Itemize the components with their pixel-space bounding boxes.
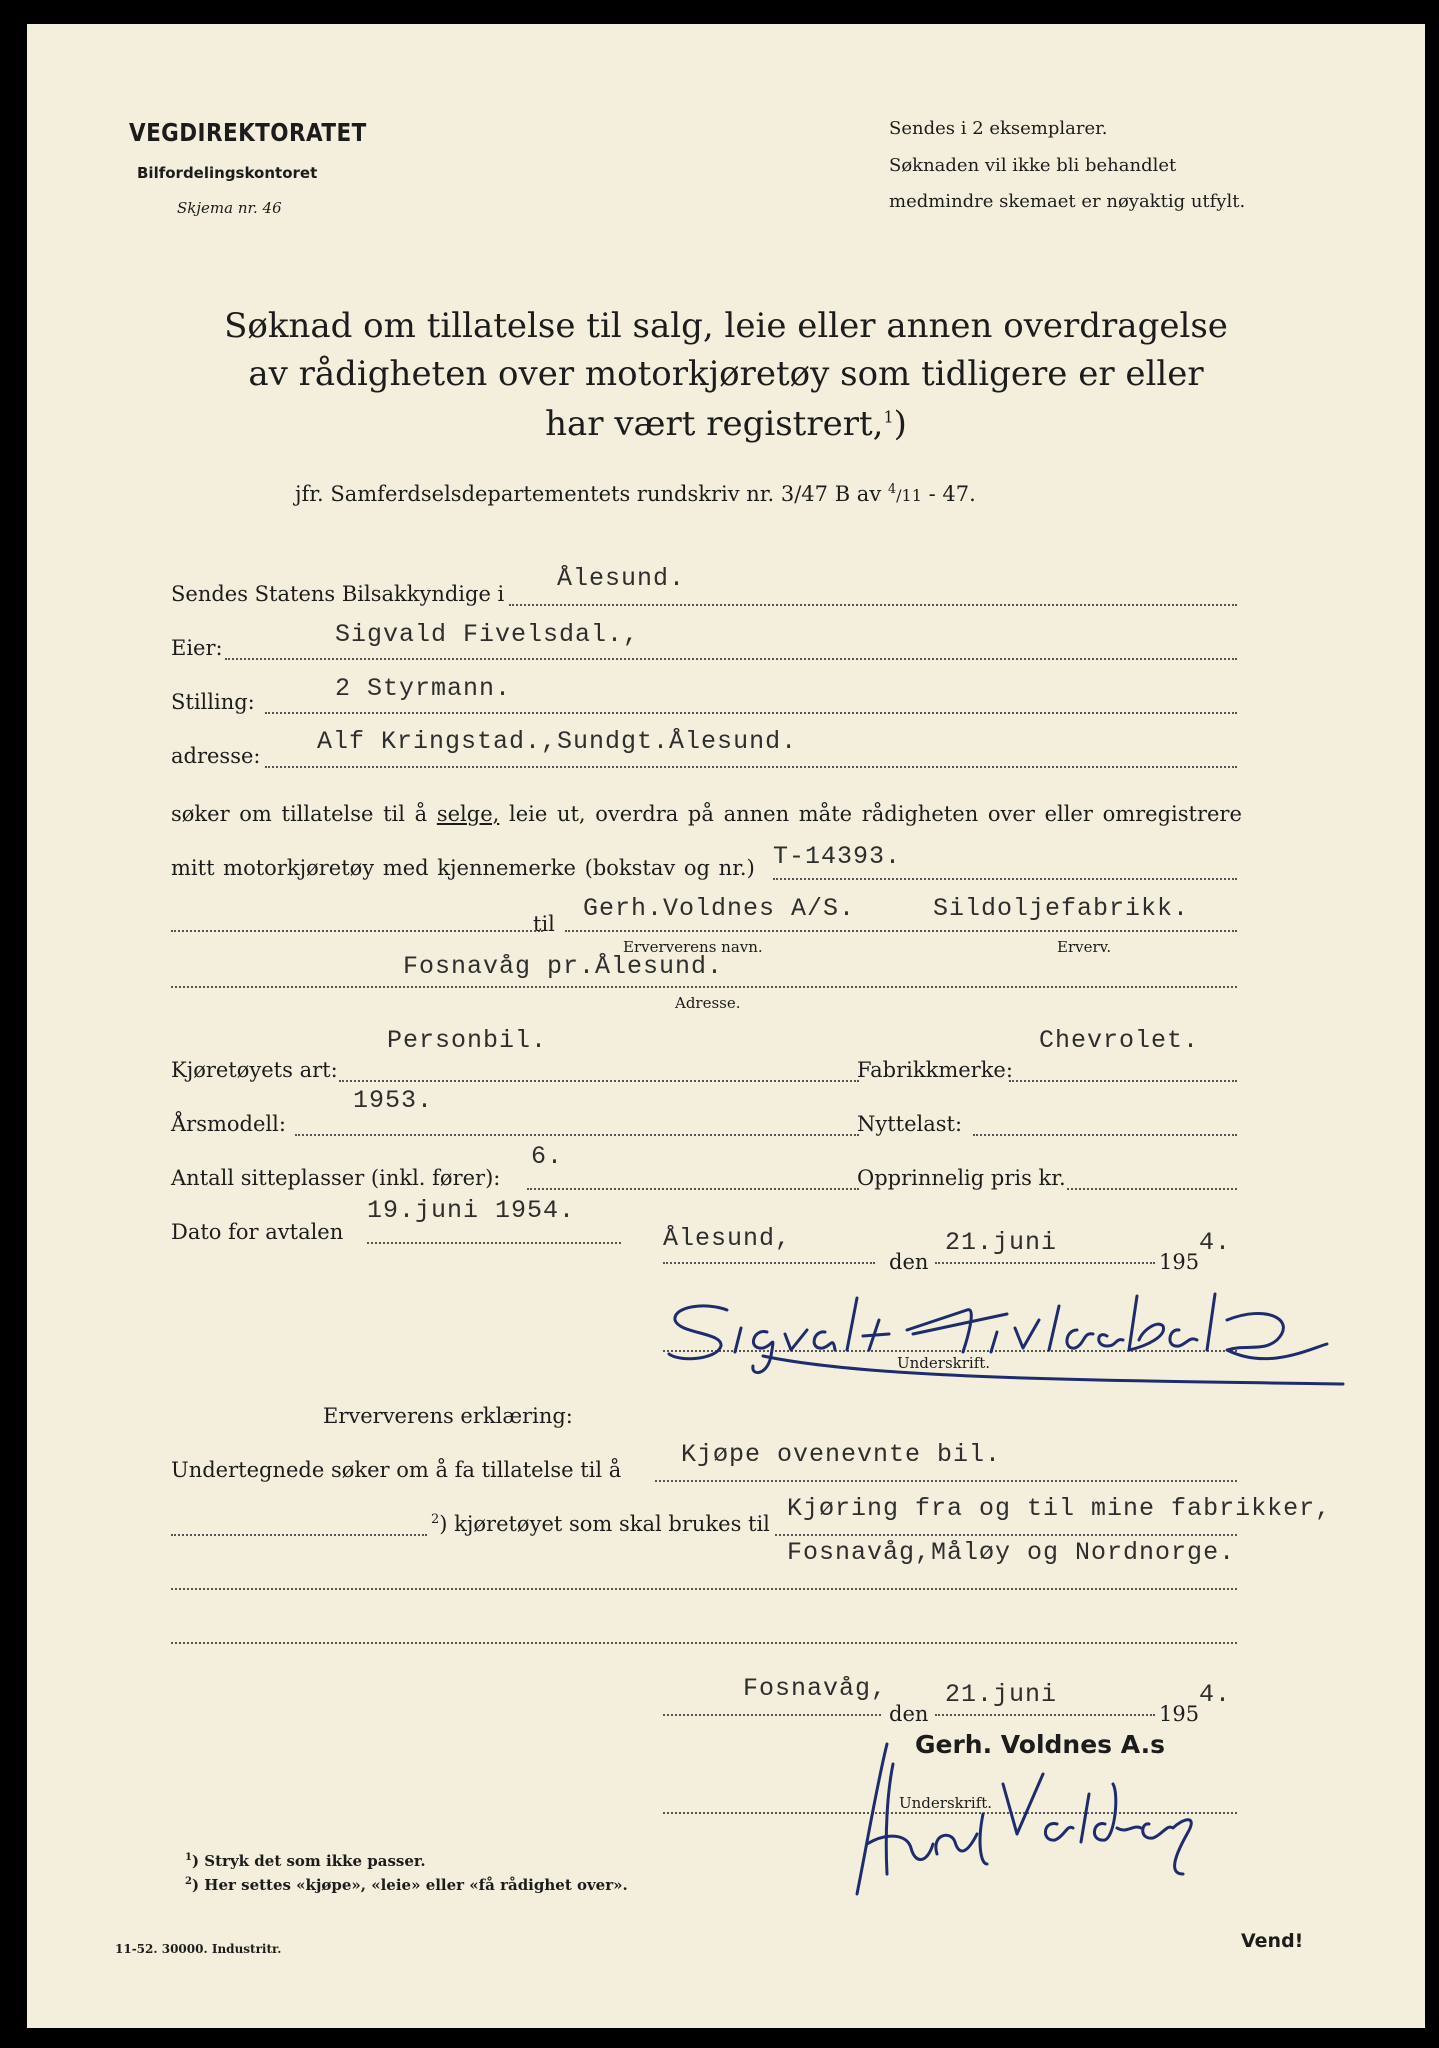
adresse-line [265, 766, 1237, 768]
notice-line-3: medmindre skemaet er nøyaktig utfylt. [889, 191, 1246, 212]
place2-value: Fosnavåg, [743, 1674, 888, 1703]
sitte-label: Antall sitteplasser (inkl. fører): [171, 1166, 501, 1190]
til-left-line [171, 930, 543, 932]
til-label: til [533, 912, 555, 936]
eier-label: Eier: [171, 636, 223, 660]
buyer-signature [827, 1724, 1247, 1904]
company-stamp: Gerh. Voldnes A.s [915, 1730, 1165, 1759]
printer-mark: 11-52. 30000. Industritr. [115, 1942, 282, 1956]
erverver-caption: Erververens navn. [623, 938, 763, 956]
kjennemerke-line [773, 878, 1237, 880]
arsmodell-line [295, 1134, 859, 1136]
til-line [565, 930, 1237, 932]
dato-label: Dato for avtalen [171, 1220, 344, 1244]
underskrift1-caption: Underskrift. [897, 1354, 991, 1372]
nyttelast-label: Nyttelast: [857, 1112, 963, 1136]
document-page [27, 24, 1425, 2028]
sitte-value: 6. [531, 1142, 564, 1171]
place1-line [663, 1262, 875, 1264]
fabrikk-label: Fabrikkmerke: [857, 1058, 1013, 1082]
soker-text: søker om tillatelse til å selge, leie ut, overdra på annen måte rådigheten over eller omregistrere [171, 802, 1242, 826]
bruk-value-2: Fosnavåg,Måløy og Nordnorge. [787, 1538, 1236, 1567]
art-label: Kjøretøyets art: [171, 1058, 338, 1082]
footnote-2: $^2$) Her settes «kjøpe», «leie» eller «få rådighet over». [185, 1876, 628, 1894]
undertegnede-line [655, 1480, 1237, 1482]
agency-name: VEGDIREKTORATET [129, 118, 367, 147]
year2-digit: 4. [1199, 1680, 1232, 1709]
undertegnede-label: Undertegnede søker om å fa tillatelse til å [171, 1458, 622, 1482]
sitte-line [527, 1188, 859, 1190]
adresse2-value: Fosnavåg pr.Ålesund. [403, 952, 724, 981]
sendes-value: Ålesund. [557, 564, 686, 593]
pris-line [1067, 1188, 1237, 1190]
art-line [339, 1080, 859, 1082]
arsmodell-value: 1953. [353, 1086, 434, 1115]
year1-digit: 4. [1199, 1228, 1232, 1257]
vend-note: Vend! [1241, 1930, 1304, 1952]
form-number: Skjema nr. 46 [177, 199, 282, 217]
date1-value: 21.juni [945, 1228, 1058, 1257]
office-name: Bilfordelingskontoret [137, 164, 318, 182]
arsmodell-label: Årsmodell: [171, 1112, 286, 1136]
art-value: Personbil. [387, 1026, 548, 1055]
fabrikk-line [1009, 1080, 1237, 1082]
dato-line [367, 1242, 621, 1244]
pris-label: Opprinnelig pris kr. [857, 1166, 1066, 1190]
bruk-left-line [171, 1534, 427, 1536]
bruk-line [775, 1534, 1237, 1536]
bruk-value-1: Kjøring fra og til mine fabrikker, [787, 1494, 1332, 1523]
date2-line [935, 1714, 1155, 1716]
kjennemerke-value: T-14393. [773, 842, 902, 871]
owner-signature [667, 1280, 1347, 1390]
date2-value: 21.juni [945, 1680, 1058, 1709]
adresse2-line [171, 986, 1237, 988]
notice-line-2: Søknaden vil ikke bli behandlet [889, 155, 1177, 176]
erverv-caption: Erverv. [1057, 938, 1112, 956]
den1-label: den [889, 1250, 929, 1274]
eier-line [225, 658, 1237, 660]
date1-line [935, 1262, 1155, 1264]
title-reference: jfr. Samferdselsdepartementets rundskriv nr. 3/47 B av $^4$/11 - 47. [295, 482, 976, 506]
den2-label: den [889, 1702, 929, 1726]
erklaering-heading: Erververens erklæring: [323, 1404, 573, 1428]
title-line-1: Søknad om tillatelse til salg, leie eller annen overdragelse [224, 306, 1228, 346]
bruk-label: $^2$) kjøretøyet som skal brukes til [431, 1512, 770, 1536]
fabrikk-value: Chevrolet. [1039, 1026, 1200, 1055]
year1-prefix: 195 [1159, 1250, 1200, 1274]
erverver-value: Gerh.Voldnes A/S. [583, 894, 856, 923]
erverv-value: Sildoljefabrikk. [933, 894, 1190, 923]
bruk-line-2 [171, 1588, 1237, 1590]
adresse-value: Alf Kringstad.,Sundgt.Ålesund. [317, 727, 798, 756]
stilling-line [265, 712, 1237, 714]
footnote-1: $^1$) Stryk det som ikke passer. [185, 1852, 426, 1870]
title-line-2: av rådigheten over motorkjøretøy som tidligere er eller [248, 354, 1204, 394]
place2-line [663, 1714, 881, 1716]
stilling-value: 2 Styrmann. [335, 674, 512, 703]
sendes-line [509, 604, 1237, 606]
place1-value: Ålesund, [663, 1224, 792, 1253]
dato-value: 19.juni 1954. [367, 1196, 576, 1225]
notice-line-1: Sendes i 2 eksemplarer. [889, 118, 1108, 139]
mitt-text: mitt motorkjøretøy med kjennemerke (bokstav og nr.) [171, 856, 755, 880]
stilling-label: Stilling: [171, 690, 255, 714]
sendes-label: Sendes Statens Bilsakkyndige i [171, 582, 505, 606]
title-line-3: har vært registrert,$^1$) [545, 404, 907, 444]
eier-value: Sigvald Fivelsdal., [335, 620, 640, 649]
year2-prefix: 195 [1159, 1702, 1200, 1726]
nyttelast-line [973, 1134, 1237, 1136]
undertegnede-value: Kjøpe ovenevnte bil. [681, 1440, 1002, 1469]
bruk-line-3 [171, 1642, 1237, 1644]
underskrift2-caption: Underskrift. [899, 1794, 993, 1812]
adresse2-caption: Adresse. [675, 994, 741, 1012]
adresse-label: adresse: [171, 744, 261, 768]
